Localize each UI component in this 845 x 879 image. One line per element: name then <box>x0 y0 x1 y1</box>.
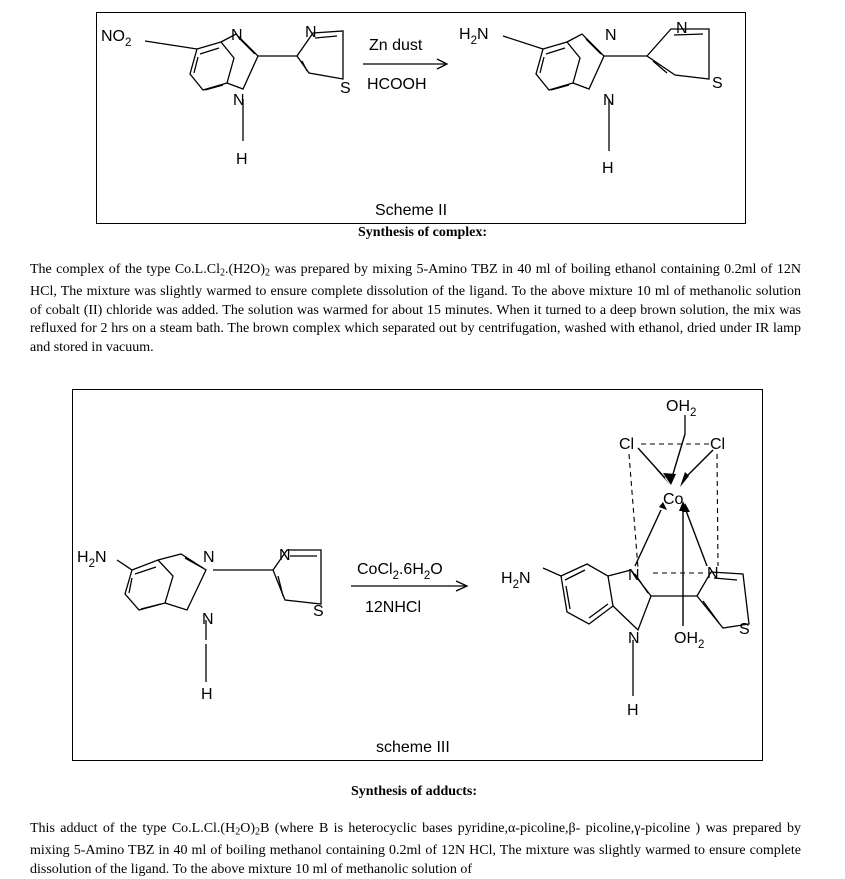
scheme-iii-ligand-thiazole-s: S <box>313 603 324 620</box>
scheme-iii-co: Co <box>663 491 684 508</box>
scheme-ii-product-thiazole-s: S <box>712 75 723 92</box>
scheme-iii-reagent-below: 12NHCl <box>365 599 422 616</box>
scheme-ii-product-n-top: N <box>605 27 617 44</box>
synthesis-of-complex-paragraph: The complex of the type $Co.L.Cl_2.(H2O)_2$ was prepared by mixing 5-Amino TBZ in 40 ml of boiling ethanol containing 0.2ml of 12N HCl, The mixture was slightly warmed to ensure complete dissolution of the ligand. To the above mixture 10 ml of methanolic solution of cobalt (II) chloride was added. The solution was warmed for about 15 minutes. When it turned to a deep brown solution, the mix was refluxed for 2 hrs on a steam bath. The brown complex which separated out by centrifugation, washed with ethanol, dried under IR lamp and stored in vacuum. <box>30 262 801 355</box>
scheme-ii-reactant-no2: $NO_2$ <box>101 28 132 49</box>
scheme-ii-diagram <box>97 13 745 223</box>
scheme-ii-reactant-h: H <box>236 151 248 168</box>
scheme-ii-reagent-below: HCOOH <box>367 76 427 93</box>
scheme-ii-reactant-thiazole-s: S <box>340 80 351 97</box>
scheme-ii-product-h2n: $H_2N$ <box>459 26 489 47</box>
scheme-iii-cl-left: Cl <box>619 436 635 453</box>
scheme-iii-ligand-n-bottom: N <box>202 611 214 628</box>
scheme-iii-complex-n-bottom: N <box>628 630 640 647</box>
synthesis-of-adducts-paragraph: This adduct of the type $Co.L.Cl.(H_2O)_2B$ (where B is heterocyclic bases pyridine,α-picoline,β- picoline,γ-picoline ) was prepared by mixing 5-Amino TBZ in 40 ml of boiling methanol containing 0.2ml of 12N HCl, The mixture was slightly warmed to ensure complete dissolution of the ligand. To the above mixture 10 ml of methanolic solution of <box>30 821 802 877</box>
scheme-ii-product-n-bottom: N <box>603 92 615 109</box>
scheme-iii-ligand-n-top: N <box>203 549 215 566</box>
scheme-iii-reagent-above: $CoCl_2.6H_2O$ <box>357 561 443 582</box>
scheme-iii-caption: scheme III <box>376 739 450 756</box>
scheme-ii-product-h: H <box>602 160 614 177</box>
scheme-iii-oh2-top: $OH_2$ <box>666 398 697 419</box>
scheme-iii-ligand-thiazole-n: N <box>279 547 291 564</box>
scheme-ii-reactant-n-top: N <box>231 27 243 44</box>
synthesis-of-adducts-heading: Synthesis of adducts: <box>350 784 478 799</box>
scheme-iii-complex-h2n: $H_2N$ <box>501 570 531 591</box>
scheme-iii-complex-thiazole-n: N <box>707 565 719 582</box>
scheme-ii-reactant-n-bottom: N <box>233 92 245 109</box>
scheme-iii-complex-n-top: N <box>628 567 640 584</box>
scheme-iii-ligand-h2n: $H_2N$ <box>77 549 107 570</box>
scheme-ii-product-thiazole-n: N <box>676 20 688 37</box>
synthesis-of-complex-heading: Synthesis of complex: <box>357 225 488 240</box>
scheme-iii-ligand-h: H <box>201 686 213 703</box>
scheme-ii-reactant-thiazole-n: N <box>305 24 317 41</box>
scheme-iii-diagram <box>73 390 762 760</box>
scheme-ii-figure <box>96 12 746 224</box>
scheme-iii-oh2-bottom: $OH_2$ <box>674 630 705 651</box>
scheme-iii-complex-h: H <box>627 702 639 719</box>
scheme-iii-figure <box>72 389 763 761</box>
scheme-ii-reagent-above: Zn dust <box>369 37 423 54</box>
scheme-iii-complex-thiazole-s: S <box>739 621 750 638</box>
scheme-ii-caption: Scheme II <box>375 202 448 219</box>
scheme-iii-cl-right: Cl <box>710 436 726 453</box>
